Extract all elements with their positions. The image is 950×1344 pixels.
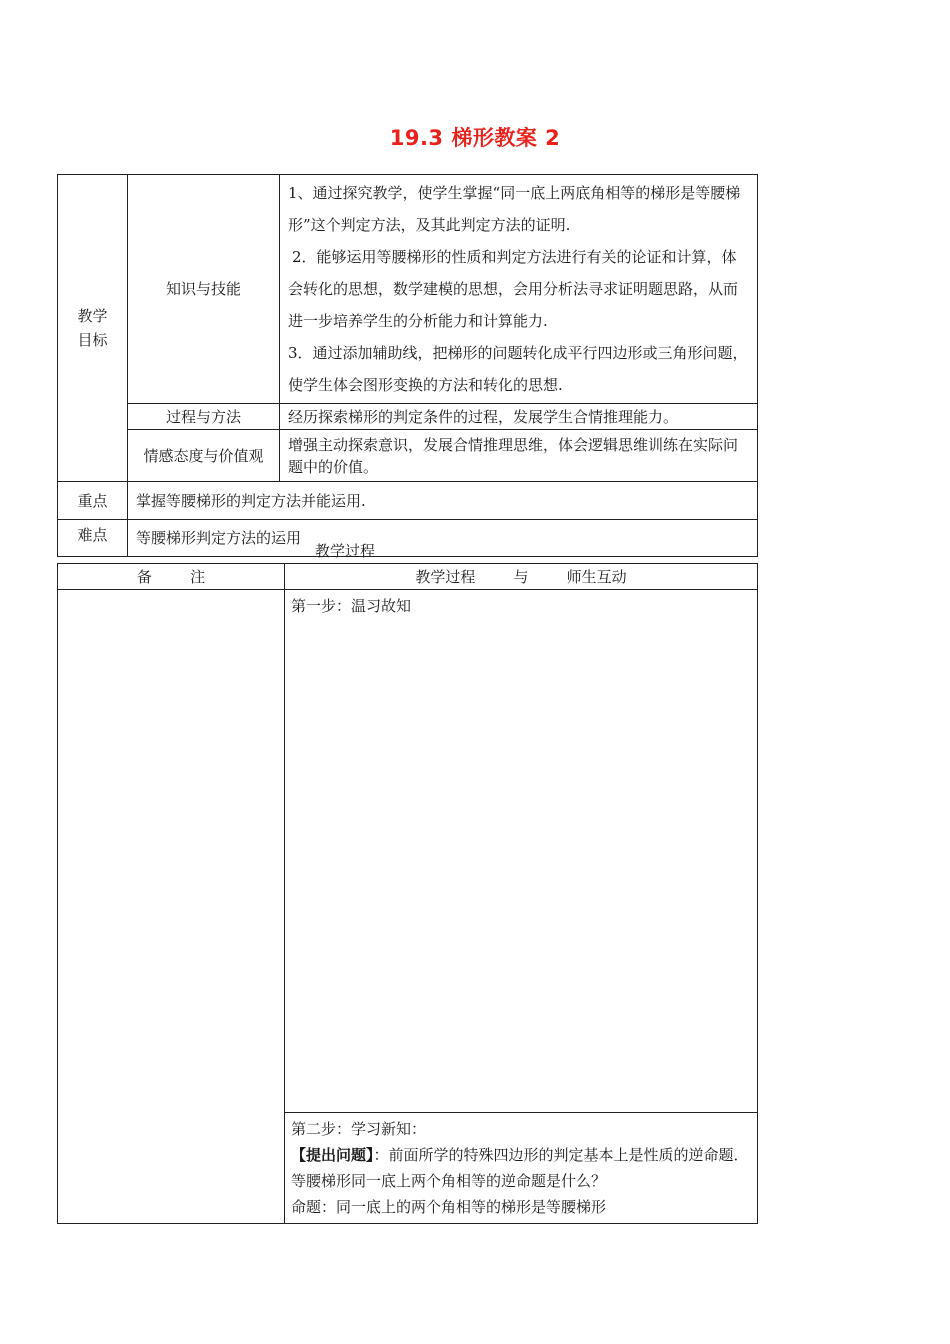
category-attitude-values: 情感态度与价值观 [128, 430, 280, 482]
step2-cell [285, 1113, 758, 1224]
objective-paragraph-2: 2．能够运用等腰梯形的性质和判定方法进行有关的论证和计算，体会转化的思想，数学建模的思想，会用分析法寻求证明题思路，从而进一步培养学生的分析能力和计算能力. [288, 248, 739, 330]
question-text: ：前面所学的特殊四边形的判定基本上是性质的逆命题．等腰梯形同一底上两个角相等的逆命题是什么？ [291, 1146, 749, 1190]
step2-question [291, 1142, 751, 1194]
objective-paragraph-1: 1、通过探究教学，使学生掌握“同一底上两底角相等的梯形是等腰梯形”这个判定方法，及其此判定方法的证明. [288, 184, 741, 234]
document-title: 19.3 梯形教案 2 [389, 126, 561, 150]
question-bracket-label: 【提出问题】 [291, 1146, 374, 1164]
difficult-point-label: 难点 [58, 520, 128, 557]
knowledge-skills-content [280, 175, 758, 404]
notes-header: 备 注 [58, 564, 285, 590]
objectives-table [57, 174, 758, 557]
category-process-methods: 过程与方法 [128, 404, 280, 430]
difficult-point-content: 等腰梯形判定方法的运用 [128, 520, 758, 557]
step1-title: 第一步：温习故知 [291, 597, 412, 615]
category-knowledge-skills: 知识与技能 [128, 175, 280, 404]
step2-proposition: 命题：同一底上的两个角相等的梯形是等腰梯形 [291, 1198, 607, 1216]
objectives-label-text: 教学目标 [77, 307, 108, 349]
process-header: 教学过程 与 师生互动 [285, 564, 758, 590]
process-table [57, 563, 758, 1224]
process-caption: 教学过程 [314, 542, 375, 560]
key-point-label: 重点 [58, 482, 128, 520]
step1-cell [285, 590, 758, 1113]
process-methods-content: 经历探索梯形的判定条件的过程，发展学生合情推理能力。 [280, 404, 758, 430]
attitude-values-content: 增强主动探索意识，发展合情推理思维，体会逻辑思维训练在实际问题中的价值。 [280, 430, 758, 482]
key-point-content: 掌握等腰梯形的判定方法并能运用. [128, 482, 758, 520]
notes-column [58, 590, 285, 1224]
objectives-section-label [58, 175, 128, 482]
objective-paragraph-3: 3．通过添加辅助线，把梯形的问题转化成平行四边形或三角形问题，使学生体会图形变换的方法和转化的思想. [288, 344, 748, 394]
step2-title: 第二步：学习新知： [291, 1120, 427, 1138]
